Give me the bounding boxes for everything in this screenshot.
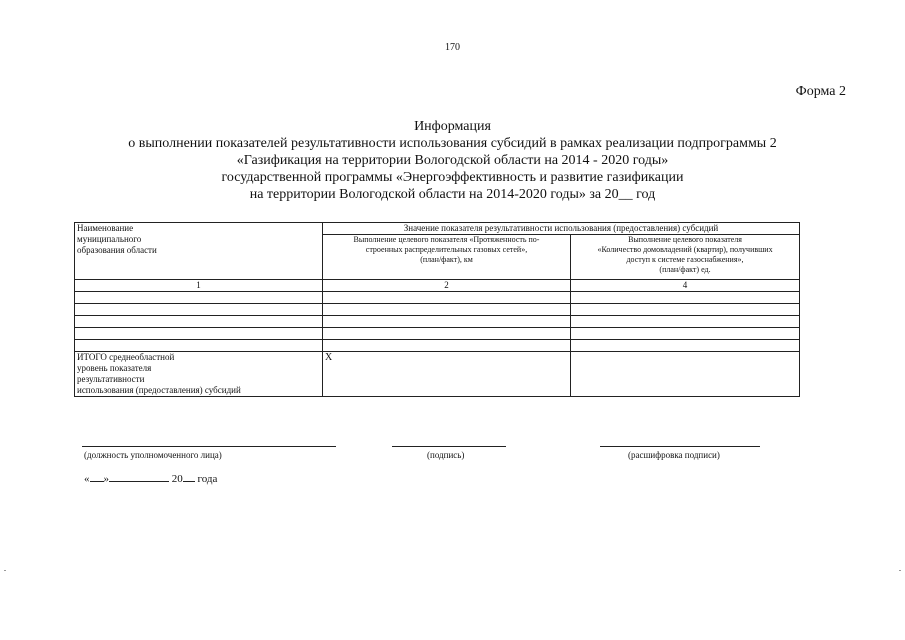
empty-cell[interactable] (75, 304, 323, 316)
total-gas-network-cell: X (323, 352, 571, 397)
scan-mark-right (899, 570, 901, 571)
households-count-header (571, 235, 800, 280)
municipality-header-line-2: муниципального (77, 234, 142, 244)
gas-network-header-line-3: (план/факт), км (420, 255, 473, 264)
page-number: 170 (445, 42, 460, 53)
total-label-line-1: ИТОГО среднеобластной (77, 352, 175, 362)
year-prefix: 20 (171, 473, 183, 485)
empty-cell[interactable] (571, 292, 800, 304)
gas-network-length-header (323, 235, 571, 280)
decoding-caption: (расшифровка подписи) (628, 450, 720, 460)
empty-cell[interactable] (75, 340, 323, 352)
total-label-cell (75, 352, 323, 397)
table-row (75, 304, 800, 316)
empty-cell[interactable] (571, 340, 800, 352)
position-caption: (должность уполномоченного лица) (84, 450, 222, 460)
total-label-line-2: уровень показателя (77, 363, 152, 373)
empty-cell[interactable] (323, 340, 571, 352)
group-header-cell: Значение показателя результативности использования (предоставления) субсидий (323, 223, 800, 235)
day-blank[interactable] (90, 471, 104, 482)
households-header-line-2: «Количество домовладений (квартир), получивших (597, 245, 773, 254)
total-row (75, 352, 800, 397)
households-header-line-1: Выполнение целевого показателя (628, 235, 742, 244)
indicators-table (74, 222, 800, 397)
households-header-line-3: доступ к системе газоснабжения», (626, 255, 744, 264)
municipality-header-line-1: Наименование (77, 223, 134, 233)
form-label: Форма 2 (795, 84, 846, 99)
table-row (75, 340, 800, 352)
households-header-line-4: (план/факт) ед. (659, 265, 711, 274)
signature-caption: (подпись) (427, 450, 465, 460)
total-label-line-4: использования (предоставления) субсидий (77, 385, 241, 395)
total-label-line-3: результативности (77, 374, 145, 384)
signature-line[interactable] (392, 446, 506, 447)
empty-cell[interactable] (323, 292, 571, 304)
empty-cell[interactable] (323, 316, 571, 328)
title-line-4: государственной программы «Энергоэффективность и развитие газификации (221, 170, 684, 185)
empty-cell[interactable] (571, 328, 800, 340)
date-line (84, 471, 217, 485)
year-blank[interactable] (183, 471, 195, 482)
year-suffix: года (194, 473, 218, 485)
empty-cell[interactable] (571, 304, 800, 316)
title-line-5: на территории Вологодской области на 2014-2020 годы» за 20__ год (249, 187, 656, 202)
table-row (75, 292, 800, 304)
municipality-header-cell (75, 223, 323, 280)
municipality-header-line-3: образования области (77, 245, 157, 255)
scan-mark-left (4, 570, 6, 571)
position-signature-line[interactable] (82, 446, 336, 447)
total-households-cell[interactable] (571, 352, 800, 397)
column-number-2: 2 (323, 280, 571, 292)
table-row (75, 328, 800, 340)
empty-cell[interactable] (323, 304, 571, 316)
document-title (60, 118, 845, 203)
title-line-2: о выполнении показателей результативности использования субсидий в рамках реализации подпрограммы 2 (128, 136, 777, 151)
table-row (75, 316, 800, 328)
column-number-3: 4 (571, 280, 800, 292)
month-blank[interactable] (109, 471, 169, 482)
decoding-signature-line[interactable] (600, 446, 760, 447)
empty-cell[interactable] (323, 328, 571, 340)
title-line-1: Информация (414, 119, 491, 134)
open-quote: « (84, 473, 90, 485)
title-line-3: «Газификация на территории Вологодской области на 2014 - 2020 годы» (236, 153, 669, 168)
close-quote: » (103, 473, 109, 485)
gas-network-header-line-2: строенных распределительных газовых сетей», (365, 245, 528, 254)
empty-cell[interactable] (571, 316, 800, 328)
column-number-1: 1 (75, 280, 323, 292)
empty-cell[interactable] (75, 316, 323, 328)
empty-cell[interactable] (75, 292, 323, 304)
gas-network-header-line-1: Выполнение целевого показателя «Протяженность по- (353, 235, 540, 244)
empty-cell[interactable] (75, 328, 323, 340)
